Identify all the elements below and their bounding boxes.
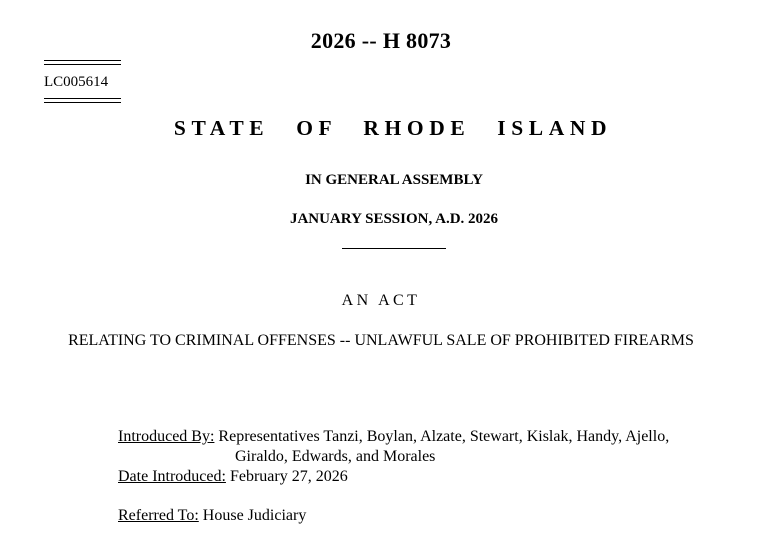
lc-code-bottom-rule [44,98,121,103]
lc-code-top-rule [44,60,121,65]
lc-code: LC005614 [44,74,109,90]
state-heading: STATE OF RHODE ISLAND [173,116,613,140]
introduced-by-label: Introduced By: [118,428,215,445]
date-introduced-row [118,467,348,487]
session-heading: JANUARY SESSION, A.D. 2026 [289,211,499,227]
referred-to-label: Referred To: [118,507,199,524]
heading-divider [342,248,446,249]
introduced-by-sponsors-line2: Giraldo, Edwards, and Morales [235,448,436,465]
act-title: RELATING TO CRIMINAL OFFENSES -- UNLAWFUL SALE OF PROHIBITED FIREARMS [68,332,694,349]
assembly-heading: IN GENERAL ASSEMBLY [305,172,483,188]
act-label: AN ACT [341,292,421,309]
introduced-by-sponsors-line1: Representatives Tanzi, Boylan, Alzate, Stewart, Kislak, Handy, Ajello, [218,428,670,445]
referred-to-value: House Judiciary [202,507,307,524]
referred-to-row [118,506,306,526]
date-introduced-value: February 27, 2026 [229,468,348,485]
introduced-by-row [118,427,669,447]
date-introduced-label: Date Introduced: [118,468,226,485]
bill-number: 2026 -- H 8073 [310,28,452,53]
